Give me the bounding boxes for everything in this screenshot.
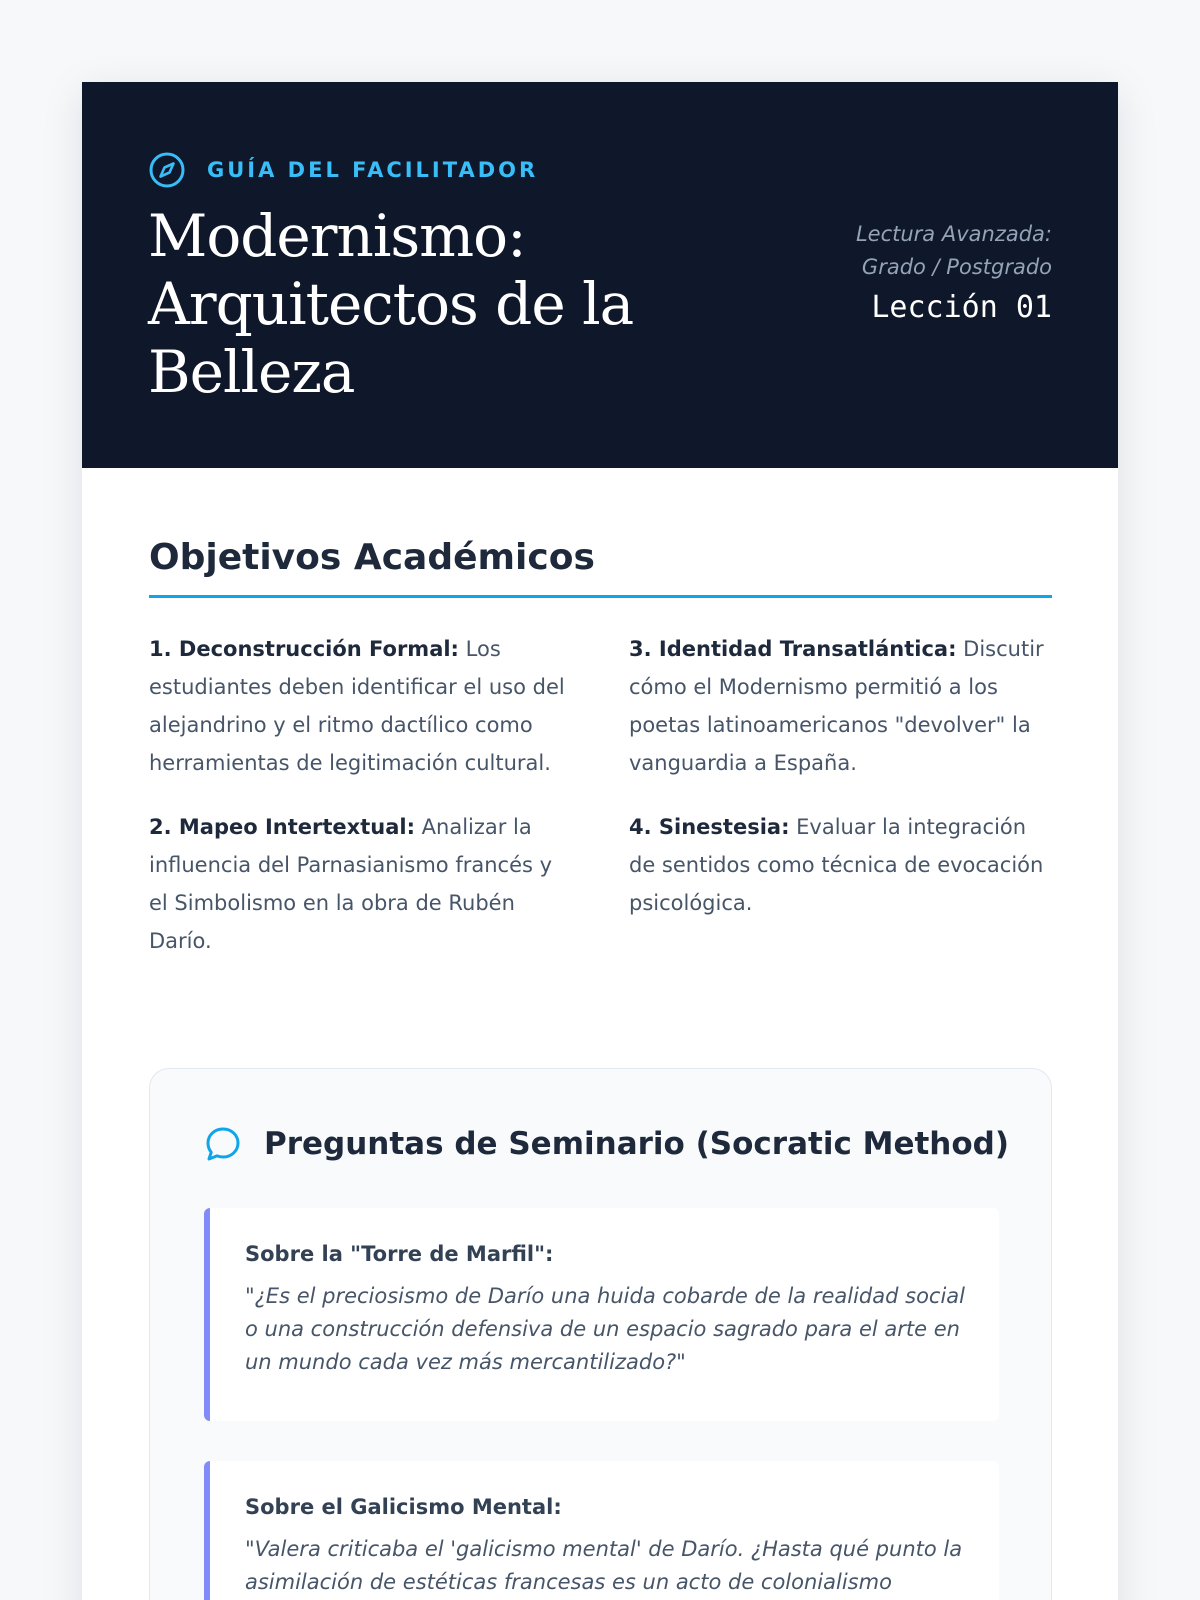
objective-text: Discutir cómo el Modernismo permitió a los poetas latinoamericanos "devolver" la vanguardia a España.: [629, 637, 1044, 775]
facilitator-guide-card: [82, 82, 1118, 1600]
objective-item: [149, 808, 571, 960]
seminar-question: [204, 1461, 999, 1600]
objective-text: Analizar la influencia del Parnasianismo francés y el Simbolismo en la obra de Rubén Darío.: [149, 815, 553, 953]
objective-label: 2. Mapeo Intertextual:: [149, 815, 415, 839]
objectives-column-right: [629, 630, 1051, 986]
seminar-questions-panel: [149, 1068, 1052, 1600]
objectives-column-left: [149, 630, 571, 986]
question-text: "Valera criticaba el 'galicismo mental' de Darío. ¿Hasta qué punto la asimilación de estéticas francesas es un acto de colonialismo: [245, 1537, 963, 1594]
objectives-heading: Objetivos Académicos: [149, 537, 1052, 598]
question-topic: Sobre la "Torre de Marfil":: [245, 1242, 554, 1266]
objective-text: Los estudiantes deben identificar el uso del alejandrino y el ritmo dactílico como herramientas de legitimación cultural.: [149, 637, 565, 775]
question-text: "¿Es el preciosismo de Darío una huida cobarde de la realidad social o una construcción defensiva de un espacio sagrado para el arte en un mundo cada vez más mercantilizado?": [245, 1284, 965, 1374]
question-topic: Sobre el Galicismo Mental:: [245, 1495, 562, 1519]
objective-item: [629, 808, 1051, 922]
objective-label: 3. Identidad Transatlántica:: [629, 637, 957, 661]
objective-text: Evaluar la integración de sentidos como técnica de evocación psicológica.: [629, 815, 1044, 915]
seminar-header: [204, 1125, 1009, 1163]
guide-type-label: GUÍA DEL FACILITADOR: [207, 158, 539, 182]
seminar-title: Preguntas de Seminario (Socratic Method): [264, 1126, 1010, 1162]
guide-header: [82, 82, 1118, 468]
guide-eyebrow: [149, 152, 538, 188]
objectives-list: [149, 630, 1052, 986]
lesson-number: Lección 01: [871, 290, 1052, 325]
objective-item: [629, 630, 1051, 782]
objective-item: [149, 630, 571, 782]
objective-label: 1. Deconstrucción Formal:: [149, 637, 459, 661]
seminar-question: [204, 1208, 999, 1421]
reading-level: Lectura Avanzada: Grado / Postgrado: [855, 222, 1052, 279]
speech-bubble-icon: [204, 1125, 242, 1163]
lesson-meta: [832, 218, 1052, 325]
objective-label: 4. Sinestesia:: [629, 815, 790, 839]
page-title: Modernismo: Arquitectos de la Belleza: [148, 202, 634, 406]
compass-icon: [149, 152, 185, 188]
